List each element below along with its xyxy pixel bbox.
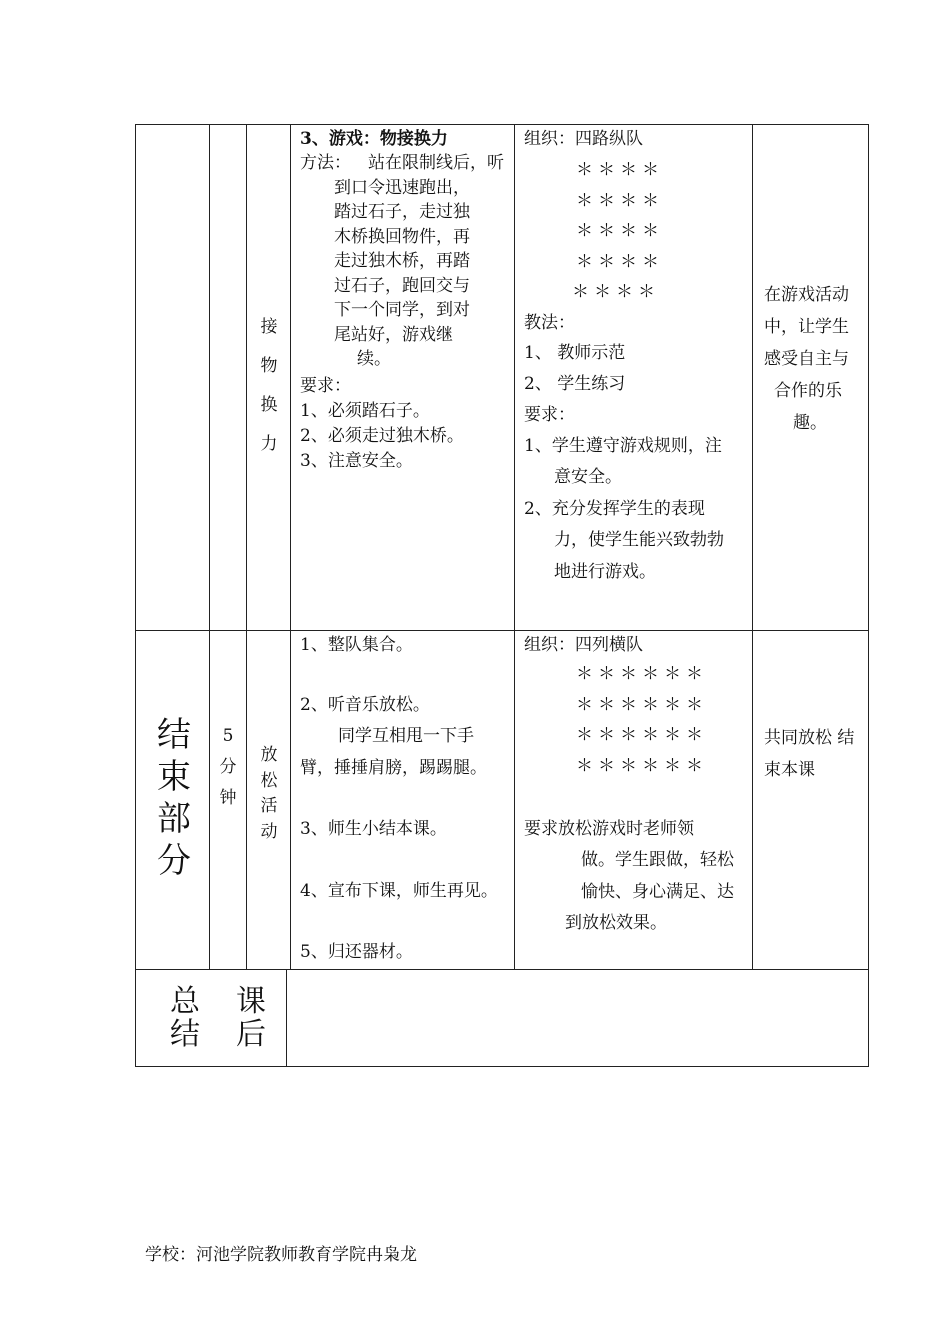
method-line: 续。 [357, 349, 391, 369]
summary-char: 课 [236, 984, 266, 1019]
table-right-border [868, 124, 869, 1066]
formation-stars [576, 659, 708, 781]
star-row: ＊＊＊＊ [576, 190, 664, 211]
duration-char: 5 [222, 726, 234, 746]
method-line: 过石子，跑回交与 [334, 276, 470, 296]
method-label: 方法： [300, 153, 351, 173]
summary-label-right [234, 985, 268, 1051]
star-row: ＊＊＊＊＊＊ [576, 725, 708, 746]
star-row: ＊＊＊＊＊＊ [576, 755, 708, 776]
org-requirement-line: 力，使学生能兴致勃勃 [554, 530, 724, 550]
step-line: 4、宣布下课，师生再见。 [300, 881, 498, 901]
org-requirement-line: 地进行游戏。 [554, 562, 656, 582]
summary-label [168, 985, 278, 1051]
note-line: 共同放松 结 [764, 728, 855, 748]
teach-label: 教法： [524, 313, 575, 333]
star-row: ＊＊＊＊＊＊ [576, 694, 708, 715]
note-line: 束本课 [764, 760, 815, 780]
activity-name-vertical [255, 743, 283, 845]
star-row: ＊＊＊＊＊＊ [576, 664, 708, 684]
note-line: 趣。 [793, 413, 827, 433]
org-title: 组织：四列横队 [524, 635, 643, 655]
col-divider-time [246, 124, 247, 969]
duration-char: 钟 [219, 788, 237, 808]
method-line: 到口令迅速跑出， [334, 178, 470, 198]
note-line: 在游戏活动 [764, 285, 849, 305]
footer-school: 学校：河池学院教师教育学院冉枭龙 [145, 1245, 417, 1265]
activity-name-char: 动 [260, 821, 278, 842]
section-char: 结 [157, 715, 191, 755]
step-line: 同学互相甩一下手 [338, 726, 474, 746]
org-requirement-line: 2、充分发挥学生的表现 [524, 499, 705, 519]
summary-char: 总 [170, 984, 200, 1019]
note-line: 中，让学生 [764, 317, 849, 337]
step-line: 3、师生小结本课。 [300, 819, 447, 839]
game-name-char: 接 [260, 317, 278, 337]
requirement-line: 3、注意安全。 [300, 451, 413, 471]
game-name-char: 换 [260, 395, 278, 415]
note-line: 感受自主与 [764, 349, 849, 369]
method-line: 站在限制线后，听 [368, 153, 504, 173]
teach-line: 2、 学生练习 [524, 374, 626, 394]
col-divider-section [209, 124, 210, 969]
summary-char: 后 [236, 1017, 266, 1052]
step-line: 臂，捶捶肩膀，踢踢腿。 [300, 758, 487, 778]
org-requirement-line: 做。学生跟做，轻松 [581, 850, 734, 870]
star-row: ＊＊＊＊ [576, 221, 664, 242]
org-requirement-line: 到放松效果。 [565, 913, 667, 933]
method-line: 木桥换回物件，再 [334, 227, 470, 247]
note-line: 合作的乐 [774, 381, 842, 401]
requirement-line: 1、必须踏石子。 [300, 401, 430, 421]
section-char: 部 [157, 799, 191, 839]
org-requirement-label: 要求： [524, 405, 575, 425]
duration-char: 分 [219, 757, 237, 777]
activity-name-char: 活 [260, 796, 278, 816]
org-requirement-line: 愉快、身心满足、达 [581, 882, 734, 902]
section-char: 分 [157, 841, 191, 881]
org-requirement-line: 1、学生遵守游戏规则，注 [524, 436, 722, 456]
star-row: ＊＊＊＊ [572, 282, 660, 303]
game-name-char: 物 [260, 356, 278, 376]
formation-stars [572, 155, 664, 308]
game-title: 3、游戏：物接换力 [300, 129, 448, 149]
col-divider-org [752, 124, 753, 969]
method-line: 踏过石子，走过独 [334, 202, 470, 222]
game-name-vertical [255, 308, 283, 464]
table-bottom-border [135, 1066, 869, 1067]
requirement-line: 2、必须走过独木桥。 [300, 426, 464, 446]
summary-label-left [168, 985, 202, 1051]
org-requirement-line: 意安全。 [554, 467, 622, 487]
game-name-char: 力 [260, 434, 278, 454]
activity-name-char: 松 [260, 770, 278, 791]
col-divider-name [290, 124, 291, 969]
requirement-label: 要求： [300, 376, 351, 396]
org-title: 组织：四路纵队 [524, 129, 643, 149]
summary-char: 结 [170, 1017, 200, 1052]
section-char: 束 [157, 757, 191, 797]
org-requirement-line: 要求放松游戏时老师领 [524, 819, 694, 839]
teach-line: 1、 教师示范 [524, 343, 626, 363]
section-title-end [150, 714, 198, 882]
step-line: 5、归还器材。 [300, 942, 413, 962]
step-line: 1、整队集合。 [300, 635, 413, 655]
duration-vertical [214, 721, 242, 814]
method-line: 下一个同学，到对 [334, 300, 470, 320]
star-row: ＊＊＊＊ [576, 160, 664, 180]
col-divider-summary [286, 969, 287, 1066]
step-line: 2、听音乐放松。 [300, 695, 430, 715]
table-left-border [135, 124, 136, 1066]
activity-name-char: 放 [260, 745, 278, 765]
method-line: 尾站好，游戏继 [334, 325, 453, 345]
col-divider-content [514, 124, 515, 969]
row-divider-2 [135, 969, 869, 970]
star-row: ＊＊＊＊ [576, 251, 664, 272]
method-line: 走过独木桥，再踏 [334, 251, 470, 271]
